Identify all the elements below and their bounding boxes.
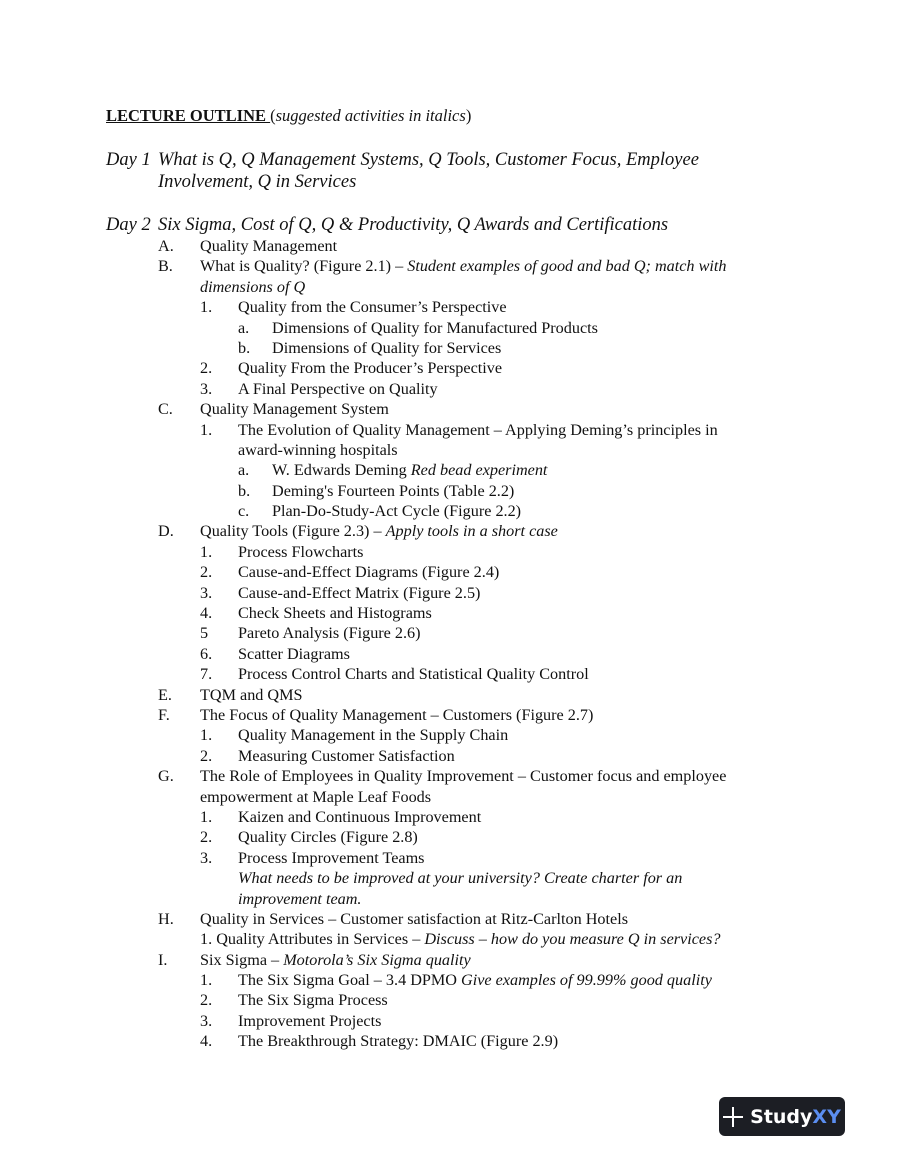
outline-marker: 1. [200,542,213,561]
outline-text [272,338,501,358]
topic-text: The Six Sigma Goal – 3.4 DPMO [238,971,462,990]
outline-text [238,664,589,684]
suggested-activity-text: Student examples of good and bad Q; match with [407,257,727,276]
day-1-topics [106,149,699,193]
outline-text [238,889,361,909]
outline-item [0,1031,900,1051]
outline-text [200,909,628,929]
plus-icon [723,1107,743,1127]
outline-text [238,970,712,990]
outline-marker: 1. [200,298,213,317]
topic-text: Pareto Analysis (Figure 2.6) [238,624,421,643]
topic-text: TQM and QMS [200,685,303,704]
outline-text [200,705,593,725]
outline-item [0,521,900,541]
outline-text [200,685,303,705]
outline-item [0,929,900,949]
outline-marker: D. [158,522,174,541]
outline-marker: A. [158,237,174,255]
outline-marker: 2. [200,563,213,582]
outline-text [238,562,499,582]
outline-text [272,460,547,480]
topic-text: The Role of Employees in Quality Improvement – Customer focus and employee [200,767,727,786]
topic-text: Cause-and-Effect Diagrams (Figure 2.4) [238,563,500,582]
outline-item [0,766,900,786]
outline-text [238,827,418,847]
topic-text: The Breakthrough Strategy: DMAIC (Figure 2.9) [238,1032,559,1051]
outline-marker: 2. [200,359,213,378]
outline-item [0,725,900,745]
outline-text [238,603,432,623]
outline-text [238,1011,381,1031]
outline-text [200,766,726,786]
suggested-activity-text: Red bead experiment [410,461,548,480]
brand-main: Study [750,1105,813,1128]
topic-text: Cause-and-Effect Matrix (Figure 2.5) [238,583,481,602]
outline-item [0,481,900,501]
outline-text [200,521,558,541]
outline-text [200,399,389,419]
outline-item [0,236,900,256]
outline-marker: a. [238,318,250,337]
outline-marker: 1. [200,807,213,826]
topic-text: Improvement Projects [238,1011,382,1030]
topic-text: Process Flowcharts [238,542,364,561]
suggested-activity-text: Motorola’s Six Sigma quality [283,950,471,969]
outline-item [0,583,900,603]
outline-marker: 3. [200,848,213,867]
suggested-activity-text: Apply tools in a short case [385,522,558,541]
topic-text: Quality Management System [200,400,389,419]
outline-marker: 1. [200,726,213,745]
day-label: Day 1 [106,150,151,170]
day-topics-line: Six Sigma, Cost of Q, Q & Productivity, Q Awards and Certifications [158,215,669,235]
outline-marker: 1. [200,971,213,990]
outline-text [238,379,438,399]
outline-text [200,236,337,256]
outline-item [0,297,900,317]
outline-marker: F. [158,705,170,724]
outline-item [0,848,900,868]
outline-item [0,460,900,480]
day-2-topics [106,214,668,236]
outline-item [0,623,900,643]
heading-note: suggested activities in italics [275,106,466,125]
outline-item [0,827,900,847]
outline-item [0,420,900,440]
outline-marker: 5 [200,624,209,643]
outline-item [0,889,900,909]
studyxy-badge [719,1097,845,1136]
outline-item [0,950,900,970]
outline-marker: b. [238,338,251,357]
outline-item [0,379,900,399]
topic-text: Process Improvement Teams [238,848,425,867]
topic-text: Quality Management [200,237,338,255]
topic-text: Six Sigma – [200,950,284,969]
outline-item [0,277,900,297]
topic-text: Dimensions of Quality for Manufactured Products [272,318,598,337]
outline-item [0,705,900,725]
outline-text [200,277,305,297]
topic-text: Quality Management in the Supply Chain [238,726,509,745]
outline-marker: a. [238,461,250,480]
outline-item [0,542,900,562]
outline-text [200,787,431,807]
outline-item [0,787,900,807]
topic-text: Quality From the Producer’s Perspective [238,359,503,378]
outline-text [200,256,726,276]
brand-accent: XY [812,1105,841,1128]
suggested-activity-text: Give examples of 99.99% good quality [461,971,712,990]
outline-item [0,868,900,888]
outline-text [238,583,480,603]
topic-text: A Final Perspective on Quality [238,379,438,398]
outline-marker: 2. [200,991,213,1010]
outline-item [0,358,900,378]
suggested-activity-text: improvement team. [238,889,362,908]
outline-item [0,562,900,582]
outline-text [272,481,514,501]
outline-text [200,929,721,949]
day-topics-line: What is Q, Q Management Systems, Q Tools, Customer Focus, Employee [158,150,699,170]
outline-marker: 7. [200,665,213,684]
topic-text: Process Control Charts and Statistical Quality Control [238,665,589,684]
outline-text [238,542,363,562]
outline-item [0,1011,900,1031]
topic-text: empowerment at Maple Leaf Foods [200,787,432,806]
outline-item [0,256,900,276]
heading-open-paren: ( [270,106,276,125]
outline-item [0,338,900,358]
topic-text: Quality Tools (Figure 2.3) – [200,522,386,541]
topic-text: What is Quality? (Figure 2.1) – [200,257,408,276]
heading-title: LECTURE OUTLINE [106,106,271,125]
suggested-activity-text: dimensions of Q [200,277,306,296]
outline-item [0,440,900,460]
outline-text [238,990,388,1010]
suggested-activity-text: What needs to be improved at your university? Create charter for an [238,869,683,888]
outline-item [0,603,900,623]
topic-text: Scatter Diagrams [238,644,350,663]
outline-marker: I. [158,950,168,969]
outline-marker: 4. [200,1032,213,1051]
outline-marker: 2. [200,828,213,847]
topic-text: Quality from the Consumer’s Perspective [238,298,507,317]
topic-text: Deming's Fourteen Points (Table 2.2) [272,481,515,500]
outline-item [0,807,900,827]
topic-text: Quality Circles (Figure 2.8) [238,828,418,847]
outline-text [238,440,398,460]
topic-text: Plan-Do-Study-Act Cycle (Figure 2.2) [272,502,522,521]
topic-text: award-winning hospitals [238,440,398,459]
topic-text: Measuring Customer Satisfaction [238,746,455,765]
outline-text [238,868,682,888]
outline-marker: 3. [200,583,213,602]
outline-text [238,420,718,440]
topic-text: Dimensions of Quality for Services [272,338,502,357]
outline-text [272,318,598,338]
outline-marker: c. [238,502,250,521]
topic-text: 1. Quality Attributes in Services – [200,930,425,949]
outline-text [238,725,508,745]
outline-item [0,664,900,684]
outline-marker: 4. [200,604,213,623]
outline-item [0,970,900,990]
outline-text [200,950,471,970]
outline-marker: C. [158,400,173,419]
outline-marker: G. [158,767,174,786]
outline-item [0,909,900,929]
day-topics-line: Involvement, Q in Services [158,172,357,192]
outline-text [272,501,521,521]
outline-text [238,848,424,868]
outline-item [0,399,900,419]
lecture-outline-heading [106,106,471,126]
outline-text [238,746,455,766]
outline-text [238,807,481,827]
outline-text [238,644,350,664]
topic-text: The Focus of Quality Management – Customers (Figure 2.7) [200,705,594,724]
outline-list [0,236,900,1052]
outline-item [0,685,900,705]
outline-item [0,318,900,338]
day-label: Day 2 [106,215,151,235]
suggested-activity-text: Discuss – how do you measure Q in services? [424,930,721,949]
outline-marker: 2. [200,746,213,765]
topic-text: The Evolution of Quality Management – Applying Deming’s principles in [238,420,718,439]
outline-item [0,746,900,766]
topic-text: The Six Sigma Process [238,991,388,1010]
outline-item [0,990,900,1010]
outline-text [238,358,502,378]
outline-item [0,501,900,521]
outline-text [238,297,507,317]
outline-marker: 3. [200,379,213,398]
topic-text: W. Edwards Deming [272,461,411,480]
outline-marker: E. [158,685,172,704]
heading-close-paren: ) [465,106,472,125]
outline-text [238,1031,558,1051]
outline-marker: 3. [200,1011,213,1030]
outline-marker: b. [238,481,251,500]
outline-text [238,623,421,643]
topic-text: Quality in Services – Customer satisfaction at Ritz-Carlton Hotels [200,909,628,928]
outline-marker: 6. [200,644,213,663]
outline-marker: 1. [200,420,213,439]
topic-text: Kaizen and Continuous Improvement [238,807,482,826]
outline-item [0,644,900,664]
outline-marker: H. [158,909,174,928]
topic-text: Check Sheets and Histograms [238,604,432,623]
outline-marker: B. [158,257,173,276]
